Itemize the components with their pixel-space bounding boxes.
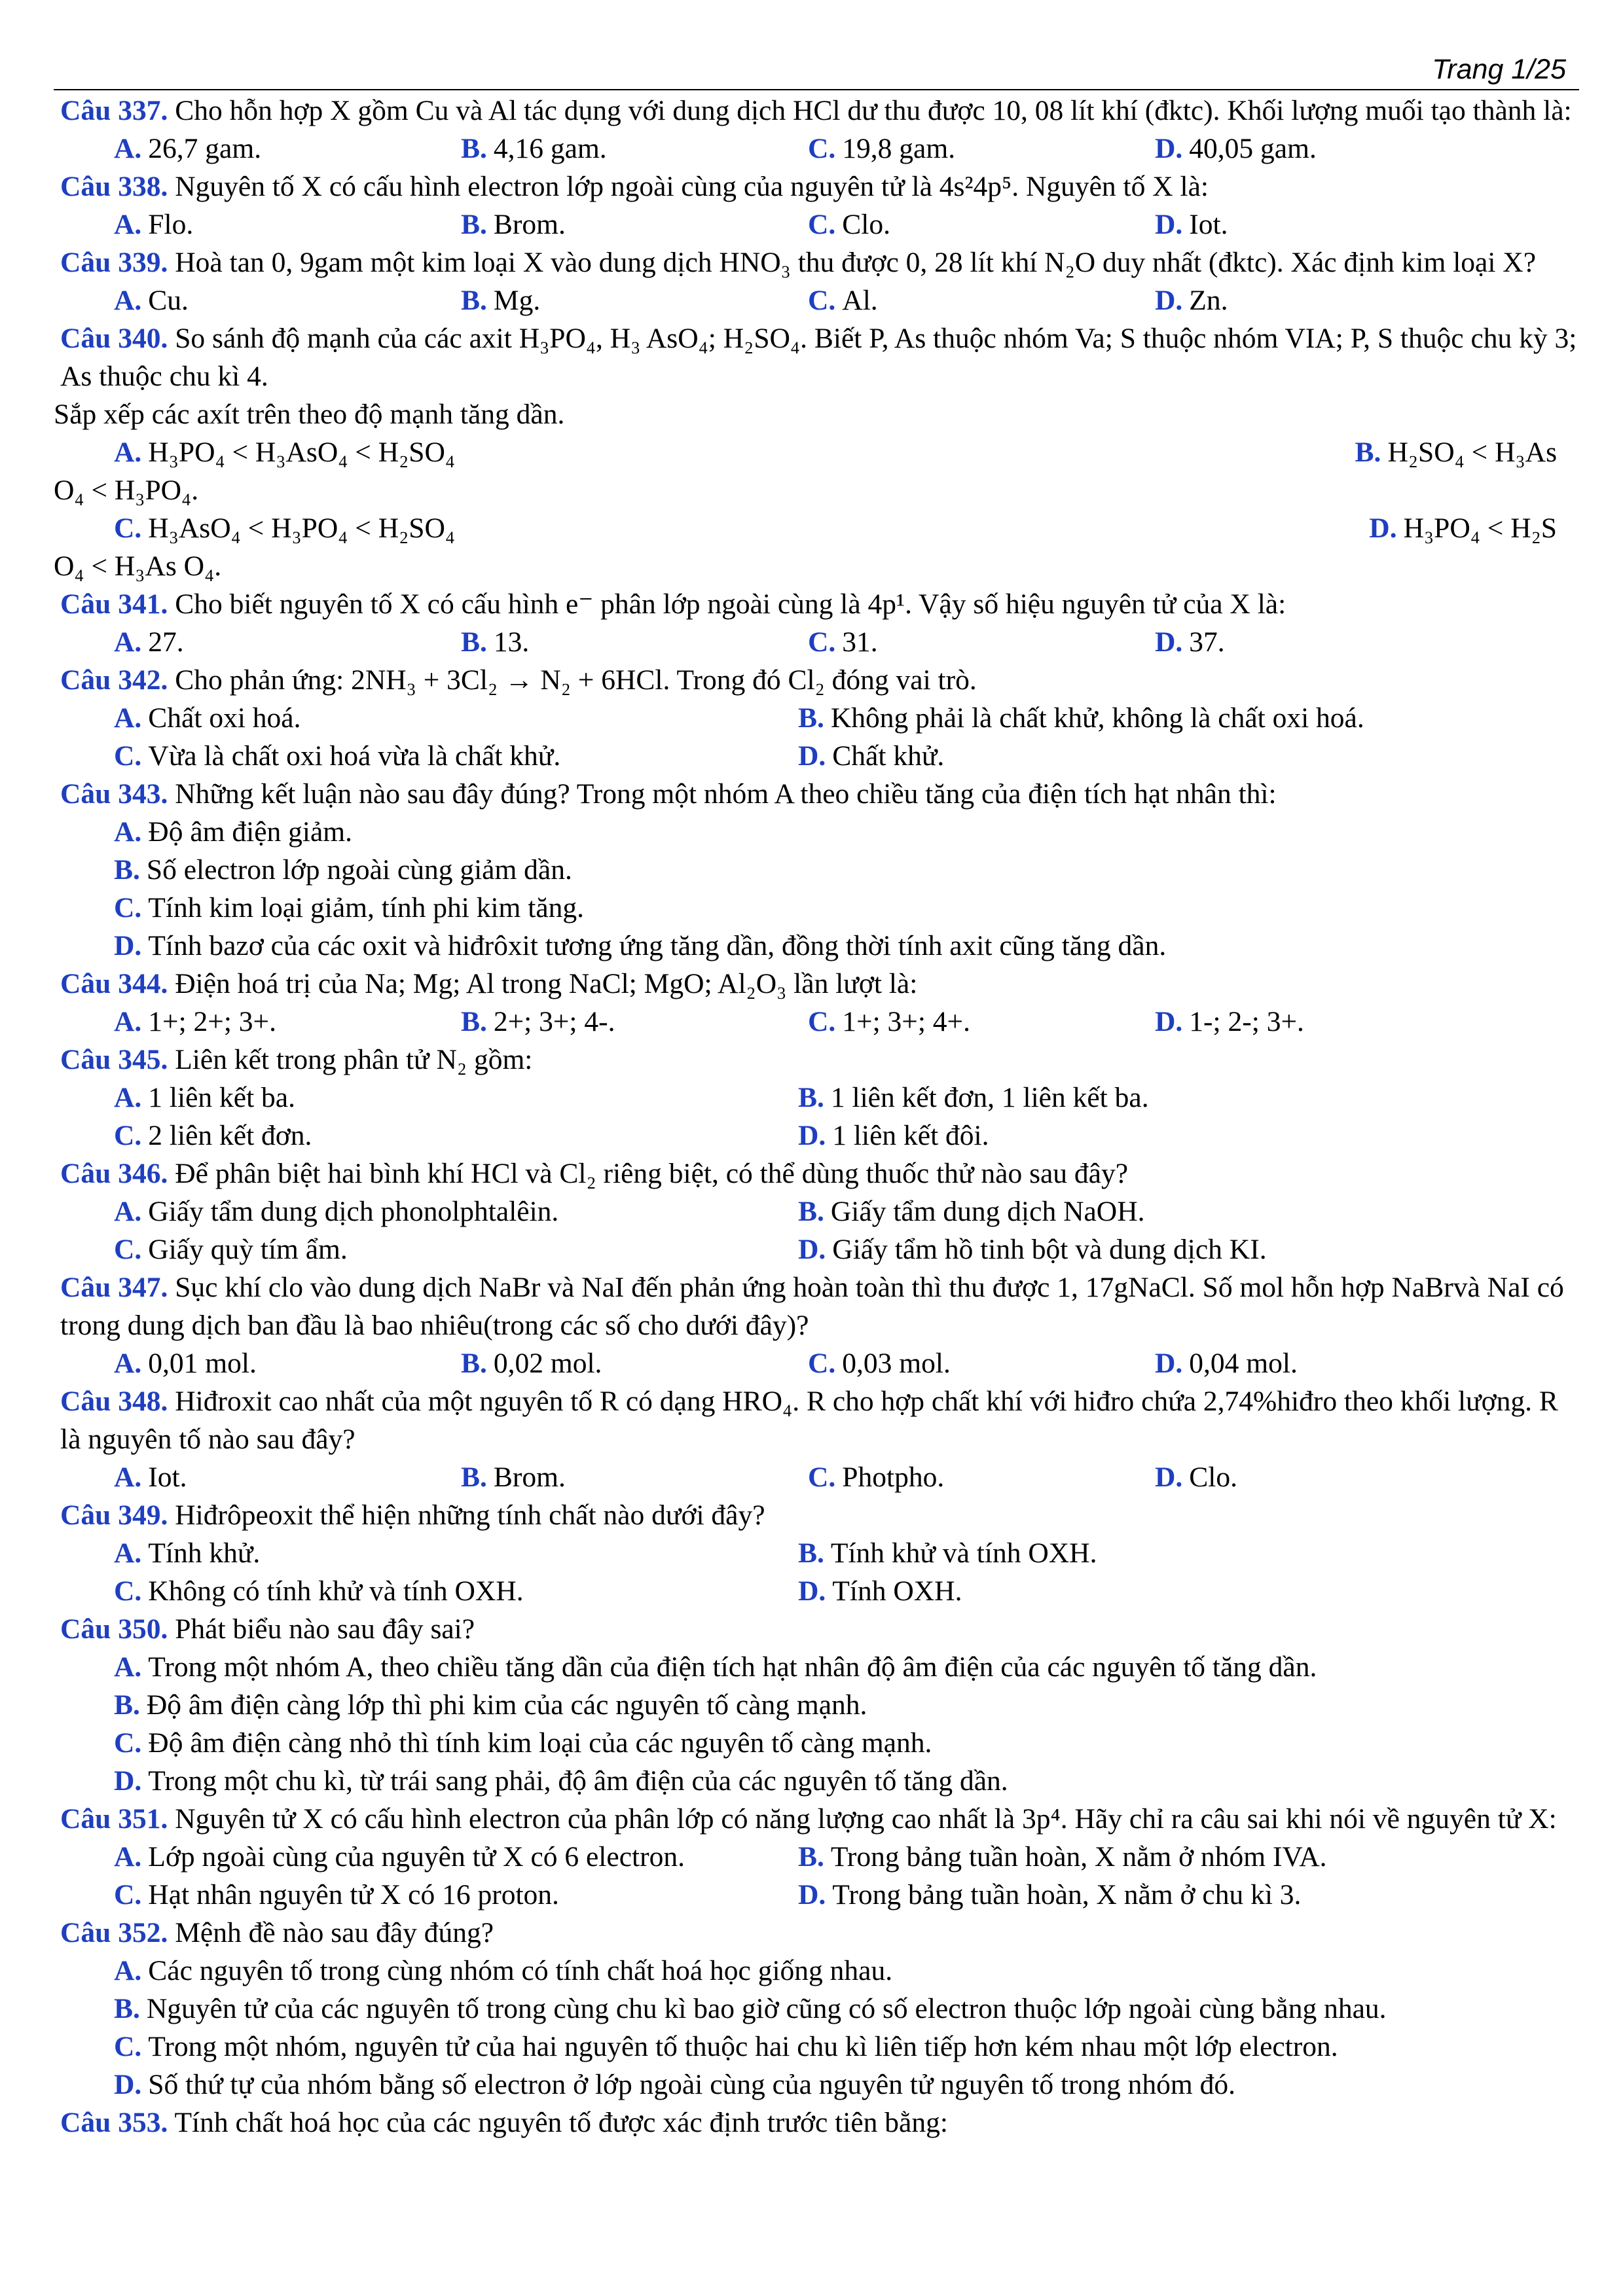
answer-option[interactable] [114, 1990, 1554, 2028]
option-letter: C. [114, 1120, 142, 1151]
question-text: Mệnh đề nào sau đây đúng? [175, 1917, 494, 1948]
answer-option[interactable] [798, 1838, 1482, 1876]
option-text: Trong một nhóm, nguyên tử của hai nguyên tố thuộc hai chu kì liên tiếp hơn kém nhau một lớp electron. [148, 2031, 1338, 2062]
question-block [54, 168, 1579, 243]
option-letter: D. [1155, 1006, 1183, 1037]
option-letter: C. [808, 1348, 836, 1379]
answer-option[interactable] [1155, 281, 1391, 319]
option-letter: D. [798, 1575, 826, 1607]
option-letter: B. [798, 702, 824, 734]
option-text: Trong bảng tuần hoàn, X nằm ở nhóm IVA. [830, 1841, 1327, 1873]
answer-option[interactable] [114, 433, 455, 471]
option-letter: D. [114, 2069, 142, 2100]
question-stem [54, 1800, 1579, 1838]
option-text: 0,01 mol. [148, 1348, 257, 1379]
question-stem [54, 585, 1579, 623]
question-block [54, 1041, 1579, 1155]
option-text: 37. [1189, 626, 1225, 658]
option-text: 1 liên kết ba. [148, 1082, 295, 1113]
question-label: Câu 340. [60, 323, 168, 354]
option-letter: A. [114, 1348, 142, 1379]
option-text: Vừa là chất oxi hoá vừa là chất khử. [148, 740, 561, 772]
option-letter: D. [1155, 1462, 1183, 1493]
option-letter: B. [461, 209, 487, 240]
option-text: Độ âm điện giảm. [148, 816, 352, 848]
question-text: Phát biểu nào sau đây sai? [175, 1613, 475, 1645]
question-label: Câu 349. [60, 1499, 168, 1531]
answer-option[interactable] [114, 1117, 798, 1155]
option-text: Không có tính khử và tính OXH. [148, 1575, 524, 1607]
option-letter: B. [798, 1196, 824, 1227]
answer-option[interactable] [114, 1838, 798, 1876]
option-letter: C. [114, 892, 142, 924]
answer-option[interactable] [461, 281, 807, 319]
option-letter: B. [798, 1537, 824, 1569]
option-letter: A. [114, 816, 142, 848]
answer-option[interactable] [114, 2066, 1554, 2104]
option-letter: C. [114, 512, 142, 544]
option-text: Tính khử. [148, 1537, 261, 1569]
option-letter: B. [461, 1462, 487, 1493]
question-label: Câu 344. [60, 968, 168, 999]
answer-option[interactable] [114, 1724, 1554, 1762]
option-text: Các nguyên tố trong cùng nhóm có tính chất hoá học giống nhau. [148, 1955, 893, 1986]
option-text: Chất oxi hoá. [148, 702, 301, 734]
question-block [54, 1382, 1579, 1496]
answer-option[interactable] [798, 1230, 1482, 1268]
option-text: Giấy quỳ tím ẩm. [148, 1234, 348, 1265]
question-text: Hiđrôpeoxit thể hiện những tính chất nào dưới đây? [175, 1499, 765, 1531]
answer-option[interactable] [798, 1534, 1482, 1572]
option-letter: A. [114, 437, 142, 468]
answer-option[interactable] [114, 1230, 798, 1268]
answer-options [54, 1458, 1579, 1496]
option-row [54, 509, 1579, 547]
option-text: Brom. [493, 1462, 566, 1493]
question-text-line: Sắp xếp các axít trên theo độ mạnh tăng dần. [54, 399, 565, 430]
answer-options [54, 1838, 1579, 1914]
option-text: Số electron lớp ngoài cùng giảm dần. [146, 854, 572, 886]
question-stem [54, 319, 1579, 395]
option-letter: D. [1155, 209, 1183, 240]
option-letter: D. [1369, 512, 1397, 544]
option-text: Chất khử. [832, 740, 945, 772]
question-stem [54, 1610, 1579, 1648]
option-text: Không phải là chất khử, không là chất oxi hoá. [830, 702, 1364, 734]
question-stem [54, 243, 1579, 281]
answer-option[interactable] [461, 1344, 807, 1382]
page-number: Trang 1/25 [1432, 54, 1566, 85]
option-text: Nguyên tử của các nguyên tố trong cùng chu kì bao giờ cũng có số electron thuộc lớp ngoài cùng bằng nhau. [146, 1993, 1387, 2024]
option-letter: A. [114, 1651, 142, 1683]
question-block [54, 585, 1579, 661]
option-letter: A. [114, 1462, 142, 1493]
question-block [54, 319, 1579, 585]
answer-option[interactable] [114, 1686, 1554, 1724]
answer-option[interactable] [114, 851, 1554, 889]
question-block [54, 243, 1579, 319]
answer-option[interactable] [808, 623, 1154, 661]
answer-option[interactable] [798, 1572, 1482, 1610]
option-letter: B. [798, 1841, 824, 1873]
option-text: H₂SO₄ < H₃As [1387, 437, 1557, 468]
answer-option[interactable] [461, 623, 807, 661]
question-stem [54, 1914, 1579, 1952]
question-text: Điện hoá trị của Na; Mg; Al trong NaCl; MgO; Al₂O₃ lần lượt là: [175, 968, 918, 999]
question-stem [54, 661, 1579, 699]
answer-option[interactable] [114, 1762, 1554, 1800]
question-stem [54, 1496, 1579, 1534]
option-text: Trong một chu kì, từ trái sang phải, độ âm điện của các nguyên tố tăng dần. [148, 1765, 1008, 1797]
option-text: H₃PO₄ < H₂S [1403, 512, 1557, 544]
question-stem [54, 168, 1579, 206]
option-text: Độ âm điện càng lớp thì phi kim của các nguyên tố càng mạnh. [146, 1689, 867, 1721]
option-text: 1 liên kết đơn, 1 liên kết ba. [830, 1082, 1149, 1113]
question-label: Câu 343. [60, 778, 168, 810]
question-label: Câu 338. [60, 171, 168, 202]
answer-option[interactable] [1155, 1344, 1391, 1382]
option-text: Clo. [1189, 1462, 1238, 1493]
answer-option[interactable] [114, 1458, 460, 1496]
option-letter: B. [114, 1689, 140, 1721]
question-block [54, 1914, 1579, 2104]
option-letter: A. [114, 285, 142, 316]
question-text: So sánh độ mạnh của các axit H₃PO₄, H₃ AsO₄; H₂SO₄. Biết P, As thuộc nhóm Va; S thuộc nhóm VIA; P, S thuộc chu kỳ 3; As thuộc chu kì 4. [60, 323, 1577, 392]
answer-options [54, 206, 1579, 243]
question-label: Câu 350. [60, 1613, 168, 1645]
answer-option[interactable] [798, 1876, 1482, 1914]
answer-options [54, 623, 1579, 661]
answer-option[interactable] [1155, 206, 1391, 243]
question-block [54, 92, 1579, 168]
answer-option[interactable] [114, 1003, 460, 1041]
option-text: 27. [148, 626, 184, 658]
option-text: 0,04 mol. [1189, 1348, 1298, 1379]
question-text: Hiđroxit cao nhất của một nguyên tố R có dạng HRO₄. R cho hợp chất khí với hiđro chứa 2,74%hiđro theo khối lượng. R là nguyên tố nào sau đây? [60, 1386, 1558, 1455]
option-letter: C. [114, 1234, 142, 1265]
question-text: Cho phản ứng: 2NH₃ + 3Cl₂ → N₂ + 6HCl. Trong đó Cl₂ đóng vai trò. [175, 664, 977, 696]
option-text: Iot. [148, 1462, 187, 1493]
option-letter: A. [114, 1006, 142, 1037]
answer-option[interactable] [798, 1079, 1482, 1117]
option-text: 2+; 3+; 4-. [493, 1006, 615, 1037]
answer-option[interactable] [114, 623, 460, 661]
option-text: 40,05 gam. [1189, 133, 1317, 164]
answer-option[interactable] [114, 813, 1554, 851]
answer-options [54, 1003, 1579, 1041]
question-label: Câu 337. [60, 95, 168, 126]
option-letter: D. [798, 1879, 826, 1910]
answer-option[interactable] [114, 2028, 1554, 2066]
option-letter: B. [461, 1006, 487, 1037]
option-text: H₃PO₄ < H₃AsO₄ < H₂SO₄ [148, 437, 456, 468]
option-text: Giấy tẩm dung dịch NaOH. [830, 1196, 1145, 1227]
question-stem [54, 1155, 1579, 1193]
option-text: 19,8 gam. [842, 133, 956, 164]
question-block [54, 775, 1579, 965]
answer-option[interactable] [114, 509, 455, 547]
answer-option[interactable] [114, 1344, 460, 1382]
option-text: 2 liên kết đơn. [148, 1120, 312, 1151]
option-text: Zn. [1189, 285, 1228, 316]
option-text: Hạt nhân nguyên tử X có 16 proton. [148, 1879, 559, 1910]
option-text: Mg. [493, 285, 541, 316]
option-text: Độ âm điện càng nhỏ thì tính kim loại của các nguyên tố càng mạnh. [148, 1727, 932, 1759]
option-text: 1-; 2-; 3+. [1189, 1006, 1304, 1037]
option-text: Lớp ngoài cùng của nguyên tử X có 6 electron. [148, 1841, 685, 1873]
answer-option[interactable] [1155, 130, 1391, 168]
option-letter: C. [114, 1879, 142, 1910]
answer-option[interactable] [798, 699, 1482, 737]
option-text: 0,03 mol. [842, 1348, 951, 1379]
option-letter: B. [461, 1348, 487, 1379]
question-text: Để phân biệt hai bình khí HCl và Cl₂ riêng biệt, có thể dùng thuốc thử nào sau đây? [175, 1158, 1129, 1189]
option-letter: A. [114, 1955, 142, 1986]
page-header [54, 51, 1579, 90]
option-text: Al. [842, 285, 878, 316]
option-letter: B. [1355, 437, 1381, 468]
answer-option[interactable] [114, 1648, 1554, 1686]
option-text: 1+; 2+; 3+. [148, 1006, 276, 1037]
question-stem [54, 92, 1579, 130]
answer-option[interactable] [114, 1952, 1554, 1990]
answer-option[interactable] [114, 130, 460, 168]
option-text: Tính OXH. [832, 1575, 962, 1607]
option-text: Photpho. [842, 1462, 945, 1493]
answer-option[interactable] [114, 699, 798, 737]
option-text: 13. [493, 626, 530, 658]
option-text: 0,02 mol. [493, 1348, 602, 1379]
question-text: Những kết luận nào sau đây đúng? Trong một nhóm A theo chiều tăng của điện tích hạt nhân thì: [175, 778, 1277, 810]
question-list [54, 92, 1579, 2142]
question-text: Cho biết nguyên tố X có cấu hình e⁻ phân lớp ngoài cùng là 4p¹. Vậy số hiệu nguyên tử của X là: [175, 588, 1286, 620]
option-letter: D. [798, 1234, 826, 1265]
option-letter: C. [114, 1575, 142, 1607]
question-label: Câu 341. [60, 588, 168, 620]
option-letter: C. [808, 1462, 836, 1493]
question-block [54, 661, 1579, 775]
question-stem [54, 1382, 1579, 1458]
question-text: Cho hỗn hợp X gồm Cu và Al tác dụng với dung dịch HCl dư thu được 10, 08 lít khí (đktc). Khối lượng muối tạo thành là: [175, 95, 1572, 126]
option-text: Clo. [842, 209, 891, 240]
option-letter: C. [808, 133, 836, 164]
answer-option[interactable] [1355, 433, 1579, 471]
option-letter: D. [798, 740, 826, 772]
answer-options [54, 1952, 1579, 2104]
answer-option[interactable] [808, 1003, 1154, 1041]
option-text: Tính khử và tính OXH. [830, 1537, 1097, 1569]
question-block [54, 965, 1579, 1041]
answer-option[interactable] [1155, 623, 1391, 661]
answer-option[interactable] [114, 737, 798, 775]
option-text: 26,7 gam. [148, 133, 262, 164]
option-letter: C. [808, 209, 836, 240]
question-text: Nguyên tử X có cấu hình electron của phân lớp có năng lượng cao nhất là 3p⁴. Hãy chỉ ra câu sai khi nói về nguyên tử X: [175, 1803, 1557, 1835]
option-letter: A. [114, 1841, 142, 1873]
question-label: Câu 348. [60, 1386, 168, 1417]
answer-option[interactable] [808, 206, 1154, 243]
option-letter: B. [798, 1082, 824, 1113]
answer-options [54, 1193, 1579, 1268]
option-letter: C. [808, 285, 836, 316]
option-text: 31. [842, 626, 878, 658]
option-text-continued: O₄ < H₃PO₄. [54, 475, 199, 506]
option-text: Trong một nhóm A, theo chiều tăng dần của điện tích hạt nhân độ âm điện của các nguyên tố tăng dần. [148, 1651, 1317, 1683]
question-text: Hoà tan 0, 9gam một kim loại X vào dung dịch HNO₃ thu được 0, 28 lít khí N₂O duy nhất (đktc). Xác định kim loại X? [175, 247, 1537, 278]
option-letter: A. [114, 1082, 142, 1113]
option-letter: D. [1155, 133, 1183, 164]
option-letter: B. [461, 285, 487, 316]
option-letter: A. [114, 1537, 142, 1569]
option-letter: A. [114, 133, 142, 164]
option-letter: D. [1155, 626, 1183, 658]
answer-option[interactable] [808, 1344, 1154, 1382]
option-text: 4,16 gam. [493, 133, 607, 164]
question-label: Câu 346. [60, 1158, 168, 1189]
option-letter: C. [114, 740, 142, 772]
option-letter: D. [114, 930, 142, 961]
option-text: Trong bảng tuần hoàn, X nằm ở chu kì 3. [832, 1879, 1302, 1910]
option-letter: C. [808, 626, 836, 658]
question-label: Câu 351. [60, 1803, 168, 1835]
option-letter: C. [114, 2031, 142, 2062]
answer-options [54, 1344, 1579, 1382]
question-label: Câu 345. [60, 1044, 168, 1075]
question-block [54, 1155, 1579, 1268]
question-text: Tính chất hoá học của các nguyên tố được xác định trước tiên bằng: [174, 2107, 948, 2138]
answer-option[interactable] [808, 281, 1154, 319]
question-block [54, 2104, 1579, 2142]
option-letter: B. [114, 854, 140, 886]
question-stem [54, 2104, 1579, 2142]
answer-option[interactable] [114, 206, 460, 243]
question-stem [54, 1268, 1579, 1344]
question-label: Câu 347. [60, 1272, 168, 1303]
question-block [54, 1268, 1579, 1382]
answer-options [54, 1534, 1579, 1610]
option-letter: D. [1155, 1348, 1183, 1379]
answer-option[interactable] [808, 1458, 1154, 1496]
question-text: Nguyên tố X có cấu hình electron lớp ngoài cùng của nguyên tử là 4s²4p⁵. Nguyên tố X là: [175, 171, 1209, 202]
answer-option[interactable] [114, 927, 1554, 965]
answer-option[interactable] [114, 281, 460, 319]
option-letter: B. [114, 1993, 140, 2024]
answer-option[interactable] [461, 206, 807, 243]
option-row [54, 433, 1579, 471]
question-label: Câu 353. [60, 2107, 168, 2138]
answer-option[interactable] [461, 1458, 807, 1496]
question-block [54, 1496, 1579, 1610]
option-letter: A. [114, 209, 142, 240]
answer-option[interactable] [798, 1117, 1482, 1155]
option-text: 1+; 3+; 4+. [842, 1006, 970, 1037]
answer-option[interactable] [461, 1003, 807, 1041]
question-stem [54, 965, 1579, 1003]
option-text: Iot. [1189, 209, 1228, 240]
question-label: Câu 352. [60, 1917, 168, 1948]
answer-option[interactable] [114, 1534, 798, 1572]
answer-option[interactable] [114, 1079, 798, 1117]
option-text: Cu. [148, 285, 189, 316]
option-letter: C. [808, 1006, 836, 1037]
answer-options [54, 1079, 1579, 1155]
option-letter: D. [1155, 285, 1183, 316]
option-letter: A. [114, 702, 142, 734]
question-stem [54, 775, 1579, 813]
answer-options [54, 281, 1579, 319]
answer-option[interactable] [1155, 1458, 1391, 1496]
option-text-continued: O₄ < H₃As O₄. [54, 550, 222, 582]
option-letter: B. [461, 133, 487, 164]
answer-option[interactable] [808, 130, 1154, 168]
question-stem [54, 1041, 1579, 1079]
answer-option[interactable] [114, 1193, 798, 1230]
option-letter: A. [114, 626, 142, 658]
answer-option[interactable] [461, 130, 807, 168]
question-text: Sục khí clo vào dung dịch NaBr và NaI đến phản ứng hoàn toàn thì thu được 1, 17gNaCl. Số mol hỗn hợp NaBrvà NaI có trong dung dịch ban đầu là bao nhiêu(trong các số cho dưới đây)? [60, 1272, 1564, 1341]
option-letter: C. [114, 1727, 142, 1759]
question-block [54, 1610, 1579, 1800]
option-text: Tính kim loại giảm, tính phi kim tăng. [148, 892, 585, 924]
option-letter: D. [114, 1765, 142, 1797]
answer-option[interactable] [798, 737, 1482, 775]
question-text: Liên kết trong phân tử N₂ gồm: [175, 1044, 533, 1075]
answer-option[interactable] [1155, 1003, 1391, 1041]
answer-option[interactable] [1369, 509, 1579, 547]
option-text: 1 liên kết đôi. [832, 1120, 989, 1151]
option-text: Tính bazơ của các oxit và hiđrôxit tương ứng tăng dần, đồng thời tính axit cũng tăng dần. [148, 930, 1167, 961]
option-text: H₃AsO₄ < H₃PO₄ < H₂SO₄ [148, 512, 456, 544]
answer-options [54, 1648, 1579, 1800]
option-text: Flo. [148, 209, 194, 240]
answer-options [54, 813, 1579, 965]
option-letter: B. [461, 626, 487, 658]
option-text: Số thứ tự của nhóm bằng số electron ở lớp ngoài cùng của nguyên tử nguyên tố trong nhóm đó. [148, 2069, 1236, 2100]
answer-options [54, 699, 1579, 775]
option-letter: A. [114, 1196, 142, 1227]
question-label: Câu 339. [60, 247, 168, 278]
answer-option[interactable] [114, 1876, 798, 1914]
answer-option[interactable] [798, 1193, 1482, 1230]
answer-options [54, 130, 1579, 168]
option-text: Giấy tẩm dung dịch phonolphtalêin. [148, 1196, 559, 1227]
option-text: Brom. [493, 209, 566, 240]
option-letter: D. [798, 1120, 826, 1151]
answer-option[interactable] [114, 1572, 798, 1610]
option-text: Giấy tẩm hồ tinh bột và dung dịch KI. [832, 1234, 1267, 1265]
question-label: Câu 342. [60, 664, 168, 696]
question-block [54, 1800, 1579, 1914]
answer-option[interactable] [114, 889, 1554, 927]
